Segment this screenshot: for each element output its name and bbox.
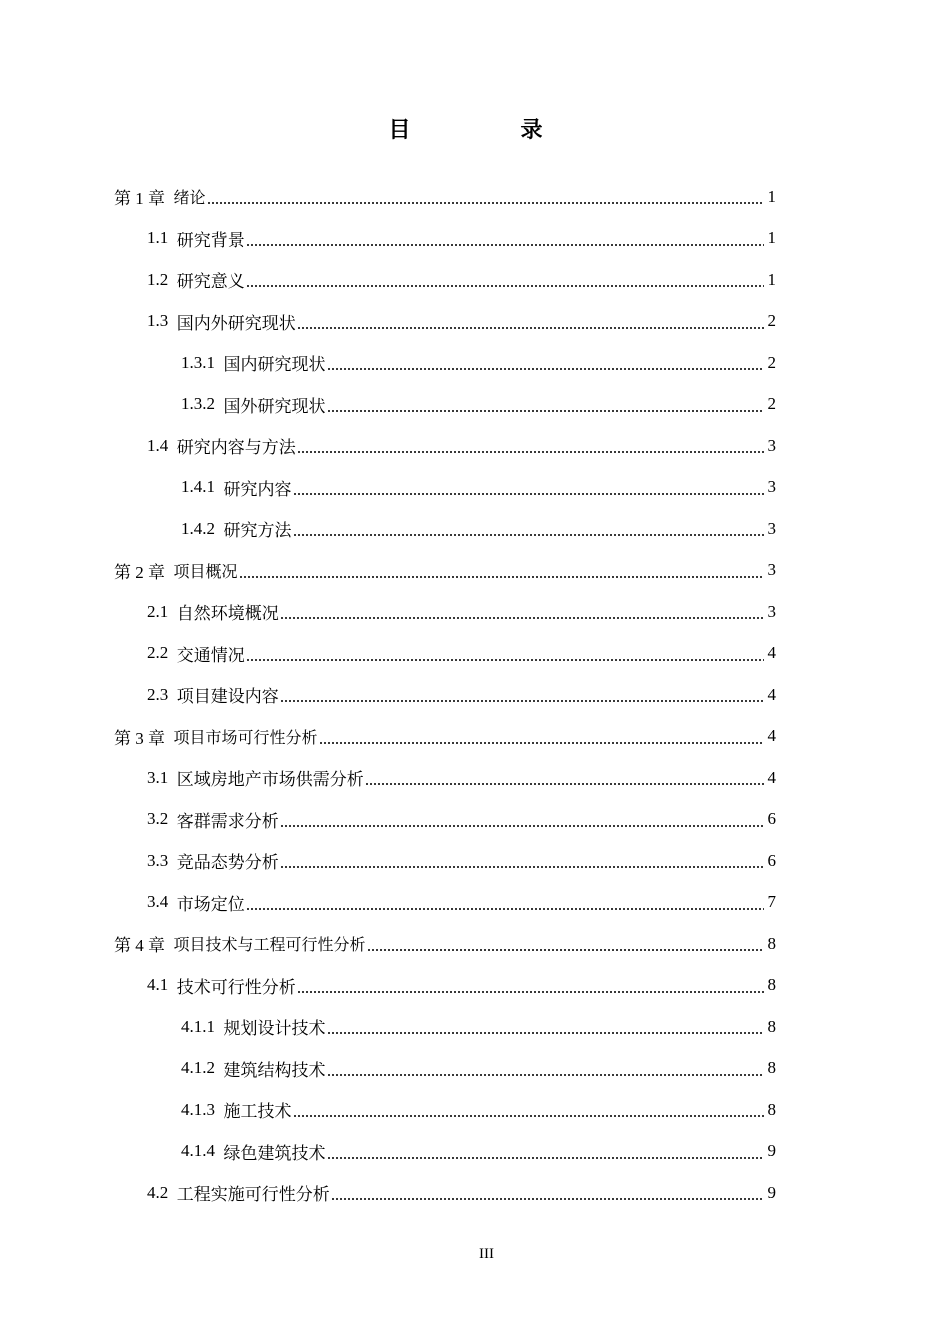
dot-leader — [319, 728, 764, 745]
toc-entry-title: 竞品态势分析 — [176, 853, 279, 873]
toc-entry[interactable] — [114, 1172, 776, 1214]
toc-entry-page: 4 — [767, 684, 776, 704]
dot-leader — [246, 645, 764, 662]
toc-entry-page: 2 — [767, 311, 776, 331]
toc-entry[interactable] — [114, 1131, 776, 1173]
toc-entry-title: 交通情况 — [176, 645, 245, 665]
toc-entry-number: 第 4 章 — [114, 936, 174, 956]
toc-entry-number: 1.2 — [147, 269, 177, 289]
toc-entry[interactable] — [114, 508, 776, 550]
toc-entry-number: 2.1 — [147, 601, 177, 621]
toc-entry-page: 8 — [767, 1016, 776, 1036]
toc-entry-title: 研究内容 — [223, 479, 292, 499]
toc-entry-page: 3 — [767, 477, 776, 497]
toc-entry-title: 绿色建筑技术 — [223, 1143, 326, 1163]
dot-leader — [327, 1018, 765, 1035]
toc-entry-number: 1.3 — [147, 311, 177, 331]
toc-entry-number: 1.1 — [147, 228, 177, 248]
toc-entry[interactable] — [114, 384, 776, 426]
toc-entry[interactable] — [114, 633, 776, 675]
dot-leader — [280, 603, 764, 620]
toc-entry-number: 第 3 章 — [114, 728, 174, 748]
dot-leader — [293, 479, 765, 496]
toc-entry-number: 4.1.1 — [181, 1016, 224, 1036]
toc-entry-page: 4 — [767, 767, 776, 787]
toc-entry-title: 区域房地产市场供需分析 — [176, 770, 364, 790]
toc-entry-number: 4.2 — [147, 1182, 177, 1202]
toc-entry-page: 4 — [767, 643, 776, 663]
toc-entry[interactable] — [114, 757, 776, 799]
dot-leader — [280, 852, 764, 869]
toc-entry-title: 项目概况 — [173, 561, 238, 581]
toc-entry[interactable] — [114, 218, 776, 260]
dot-leader — [280, 686, 764, 703]
toc-entry-number: 2.2 — [147, 643, 177, 663]
toc-entry-page: 7 — [767, 892, 776, 912]
page-number: III — [479, 1246, 494, 1262]
toc-entry-title: 工程实施可行性分析 — [176, 1185, 330, 1205]
toc-entry[interactable] — [114, 965, 776, 1007]
toc-entry[interactable] — [114, 259, 776, 301]
toc-entry-number: 1.3.2 — [181, 394, 224, 414]
toc-entry-number: 2.3 — [147, 684, 177, 704]
toc-entry-number: 3.2 — [147, 809, 177, 829]
toc-entry[interactable] — [114, 591, 776, 633]
toc-entry-title: 施工技术 — [223, 1102, 292, 1122]
dot-leader — [246, 271, 764, 288]
toc-entry-page: 3 — [767, 601, 776, 621]
toc-entry-title: 研究内容与方法 — [176, 438, 296, 458]
toc-entry-page: 8 — [767, 1099, 776, 1119]
toc-entry-page: 3 — [767, 435, 776, 455]
toc-entry-number: 4.1.2 — [181, 1058, 224, 1078]
dot-leader — [297, 313, 764, 330]
toc-entry[interactable] — [114, 923, 776, 965]
dot-leader — [293, 1101, 765, 1118]
toc-entry[interactable] — [114, 716, 776, 758]
toc-entry-title: 研究背景 — [176, 230, 245, 250]
toc-entry[interactable] — [114, 1006, 776, 1048]
toc-entry-number: 4.1 — [147, 975, 177, 995]
toc-entry-page: 9 — [767, 1141, 776, 1161]
toc-entry-page: 3 — [767, 560, 776, 580]
toc-entry-number: 第 2 章 — [114, 562, 174, 582]
toc-entry[interactable] — [114, 882, 776, 924]
dot-leader — [246, 894, 764, 911]
toc-entry-page: 1 — [767, 186, 776, 206]
dot-leader — [327, 354, 765, 371]
dot-leader — [367, 935, 764, 952]
toc-entry-title: 国内外研究现状 — [176, 313, 296, 333]
toc-entry[interactable] — [114, 1089, 776, 1131]
toc-entry-title: 国外研究现状 — [223, 396, 326, 416]
toc-entry-page: 8 — [767, 933, 776, 953]
toc-entry-number: 1.4.1 — [181, 477, 224, 497]
dot-leader — [207, 188, 764, 205]
toc-entry-title: 自然环境概况 — [176, 604, 279, 624]
toc-entry-title: 研究意义 — [176, 272, 245, 292]
toc-entry[interactable] — [114, 674, 776, 716]
toc-entry[interactable] — [114, 467, 776, 509]
toc-entry[interactable] — [114, 342, 776, 384]
dot-leader — [246, 230, 764, 247]
dot-leader — [365, 769, 764, 786]
toc-entry-title: 市场定位 — [176, 894, 245, 914]
toc-entry-number: 1.4 — [147, 435, 177, 455]
toc-entry[interactable] — [114, 425, 776, 467]
toc-entry[interactable] — [114, 301, 776, 343]
toc-entry-number: 3.1 — [147, 767, 177, 787]
dot-leader — [331, 1184, 764, 1201]
toc-entry-title: 绪论 — [173, 188, 206, 208]
toc-entry-number: 1.3.1 — [181, 352, 224, 372]
toc-entry-page: 1 — [767, 228, 776, 248]
toc-entry-number: 4.1.3 — [181, 1099, 224, 1119]
toc-entry-number: 1.4.2 — [181, 518, 224, 538]
toc-entry-page: 8 — [767, 975, 776, 995]
toc-entry-page: 6 — [767, 850, 776, 870]
toc-entry-page: 2 — [767, 394, 776, 414]
toc-entry[interactable] — [114, 550, 776, 592]
toc-entry-page: 6 — [767, 809, 776, 829]
dot-leader — [327, 396, 765, 413]
toc-entry-number: 第 1 章 — [114, 189, 174, 209]
toc-entry-title: 研究方法 — [223, 521, 292, 541]
toc-entry[interactable] — [114, 799, 776, 841]
toc-entry-page: 1 — [767, 269, 776, 289]
toc-entry-title: 客群需求分析 — [176, 811, 279, 831]
dot-leader — [297, 437, 764, 454]
page-title: 目 录 — [388, 118, 587, 143]
toc-entry-page: 3 — [767, 518, 776, 538]
toc-entry[interactable] — [114, 840, 776, 882]
toc-entry-number: 3.4 — [147, 892, 177, 912]
toc-entry[interactable] — [114, 1048, 776, 1090]
dot-leader — [293, 520, 765, 537]
toc-entry-page: 8 — [767, 1058, 776, 1078]
toc-entry[interactable] — [114, 176, 776, 218]
dot-leader — [327, 1060, 765, 1077]
dot-leader — [297, 977, 764, 994]
dot-leader — [239, 562, 764, 579]
toc-entry-page: 2 — [767, 352, 776, 372]
toc-entry-title: 规划设计技术 — [223, 1019, 326, 1039]
toc-entry-number: 3.3 — [147, 850, 177, 870]
toc-entry-title: 技术可行性分析 — [176, 977, 296, 997]
toc-entry-title: 项目建设内容 — [176, 687, 279, 707]
toc-entry-title: 项目市场可行性分析 — [173, 727, 318, 747]
toc-entry-page: 9 — [767, 1182, 776, 1202]
toc-entry-title: 建筑结构技术 — [223, 1060, 326, 1080]
toc-entry-title: 国内研究现状 — [223, 355, 326, 375]
toc-entry-page: 4 — [767, 726, 776, 746]
dot-leader — [327, 1143, 765, 1160]
dot-leader — [280, 811, 764, 828]
toc-entry-title: 项目技术与工程可行性分析 — [173, 935, 366, 955]
table-of-contents — [114, 176, 776, 1214]
toc-entry-number: 4.1.4 — [181, 1141, 224, 1161]
